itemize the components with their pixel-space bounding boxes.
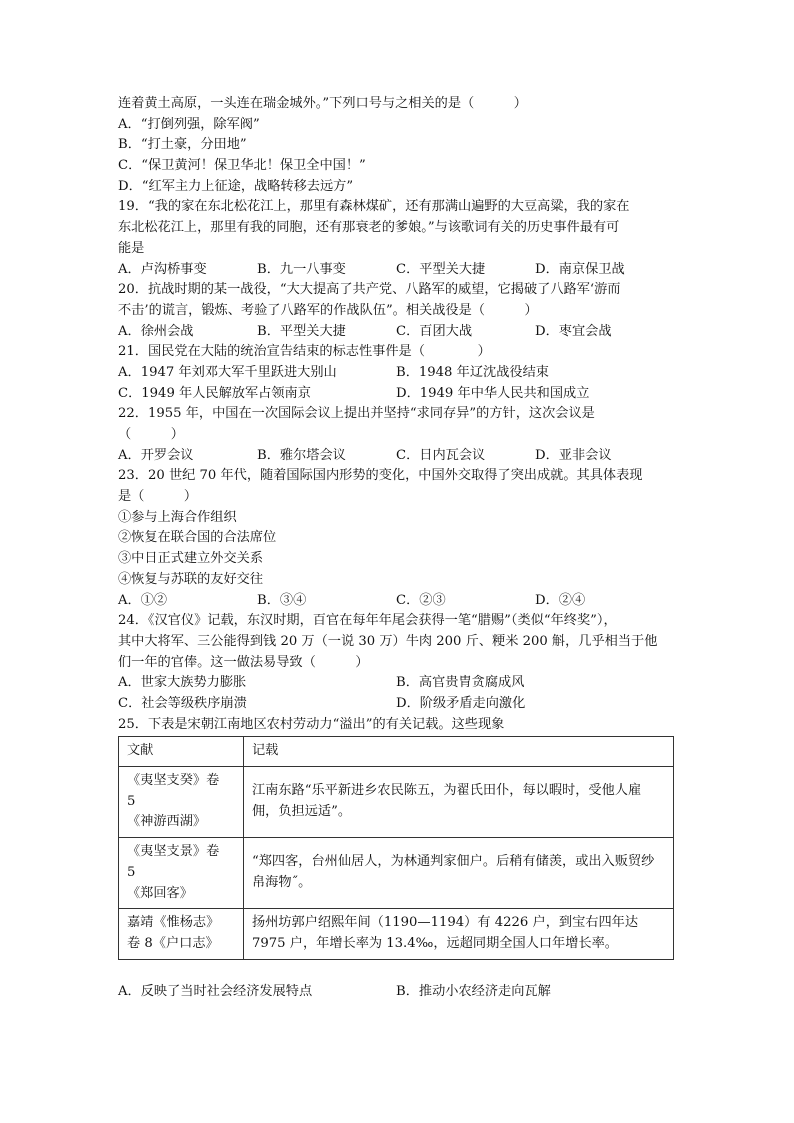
q25-option-a: A．反映了当时社会经济发展特点 [118,983,313,999]
q23-stem-line1: 23．20 世纪 70 年代，随着国际国内形势的变化，中国外交取得了突出成就。其具体表现 [118,468,643,484]
q20-option-d: D．枣宜会战 [535,323,612,339]
source-line: 嘉靖《惟杨志》 [127,915,220,931]
table-cell-source [119,838,244,909]
q20-stem-line2: 不击’的谎言，锻炼、考验了八路军的作战队伍”。相关战役是（ ） [118,302,538,318]
q19-options [118,260,678,281]
source-line: 5 [127,793,136,809]
q21-option-b: B．1948 年辽沈战役结束 [396,364,549,380]
q23-option-b: B．③④ [257,592,307,608]
table-header-record: 记载 [244,737,674,767]
table-cell-record: 扬州坊郭户绍熙年间（1190—1194）有 4226 户，到宝右四年达 7975 户，年增长率为 13.4‰，远超同期全国人口年增长率。 [244,909,674,959]
q19-option-d: D．南京保卫战 [535,261,625,277]
q22-option-d: D．亚非会议 [535,447,612,463]
q19-option-c: C．平型关大捷 [396,261,486,277]
q24-option-d: D．阶级矛盾走向激化 [396,695,526,711]
q24-options-row1 [118,673,678,694]
q18-option-d: D．“红军主力上征途，战略转移去远方” [118,178,354,194]
q18-stem: 连着黄土高原，一头连在瑞金城外。”下列口号与之相关的是（ ） [118,96,527,111]
q19-stem-line2: 东北松花江上，那里有我的同胞，还有那衰老的爹娘。”与该歌词有关的历史事件最有可 [118,220,620,236]
q23-options [118,591,678,612]
q24-stem-line1: 24．《汉官仪》记载，东汉时期，百官在每年年尾会获得一笔“腊赐”（类似“年终奖”）， [118,613,617,629]
exam-page [118,94,678,1002]
q25-stem: 25．下表是宋朝江南地区农村劳动力“溢出”的有关记载。这些现象 [118,716,505,732]
q24-stem-line2: 其中大将军、三公能得到钱 20 万（一说 30 万）牛肉 200 斤、粳米 200 斛，几乎相当于他 [118,633,658,649]
source-line: 5 [127,864,136,880]
q24-option-c: C．社会等级秩序崩溃 [118,695,247,711]
table-header-source: 文献 [119,737,244,767]
source-line: 卷 8《户口志》 [127,935,219,951]
table-cell-source [119,767,244,838]
q18-option-a: A．“打倒列强，除军阀” [118,116,260,132]
q23-option-a: A．①② [118,592,168,608]
q21-stem: 21．国民党在大陆的统治宣告结束的标志性事件是（ ） [118,344,491,360]
q20-options [118,322,678,343]
q19-stem-line1: 19．“我的家在东北松花江上，那里有森林煤矿，还有那满山遍野的大豆高粱，我的家在 [118,199,630,215]
source-line: 《神游西湖》 [127,814,207,830]
q23-item-1: ①参与上海合作组织 [118,509,237,525]
q20-option-c: C．百团大战 [396,323,473,339]
q22-option-b: B．雅尔塔会议 [257,447,346,463]
q20-stem-line1: 20．抗战时期的某一战役，“大大提高了共产党、八路军的威望，它揭破了八路军‘游而 [118,282,621,298]
q18-option-b: B．“打土豪，分田地” [118,137,247,153]
q23-item-2: ②恢复在联合国的合法席位 [118,530,277,546]
q24-options-row2 [118,694,678,715]
q19-option-a: A．卢沟桥事变 [118,261,207,277]
q21-options-row2 [118,384,678,405]
q23-option-c: C．②③ [396,592,446,608]
q19-option-b: B．九一八事变 [257,261,346,277]
table-row [119,767,674,838]
source-line: 《夷坚支景》卷 [127,844,220,860]
table-cell-record: 江南东路“乐平新进乡农民陈五，为翟氏田仆，每以暇时，受他人雇佣，负担远适”。 [244,767,674,838]
table-cell-record: “郑四客，台州仙居人，为林通判家佃户。后稍有储羡，或出入贩贸纱帛海物˝。 [244,838,674,909]
table-row [119,838,674,909]
q24-option-b: B．高官贵胄贪腐成风 [396,675,525,691]
table-row [119,909,674,959]
q25-options-row1 [118,982,678,1003]
q22-option-c: C．日内瓦会议 [396,447,486,463]
q22-stem-line2: （ ） [118,427,184,442]
q21-option-d: D．1949 年中华人民共和国成立 [396,385,590,401]
table-cell-source [119,909,244,959]
q22-stem-line1: 22．1955 年，中国在一次国际会议上提出并坚持“求同存异”的方针，这次会议是 [118,406,595,422]
q23-item-4: ④恢复与苏联的友好交往 [118,571,264,587]
q18-option-c: C．“保卫黄河！保卫华北！保卫全中国！” [118,158,366,174]
q21-option-a: A．1947 年刘邓大军千里跃进大别山 [118,364,337,380]
q22-option-a: A．开罗会议 [118,447,194,463]
q23-stem-line2: 是（ ） [118,489,198,505]
q24-stem-line3: 们一年的官俸。这一做法易导致（ ） [118,654,369,670]
source-line: 《郑回客》 [127,885,193,901]
q23-item-3: ③中日正式建立外交关系 [118,551,264,567]
q24-option-a: A．世家大族势力膨胀 [118,675,247,691]
q25-table [118,736,674,959]
table-header-row [119,737,674,767]
q23-option-d: D．②④ [535,592,586,608]
q25-option-b: B．推动小农经济走向瓦解 [396,983,551,999]
q20-option-b: B．平型关大捷 [257,323,346,339]
q21-options-row1 [118,363,678,384]
q20-option-a: A．徐州会战 [118,323,194,339]
source-line: 《夷坚支癸》卷 [127,773,220,789]
q22-options [118,446,678,467]
q19-stem-line3: 能是 [118,240,145,256]
q21-option-c: C．1949 年人民解放军占领南京 [118,385,311,401]
